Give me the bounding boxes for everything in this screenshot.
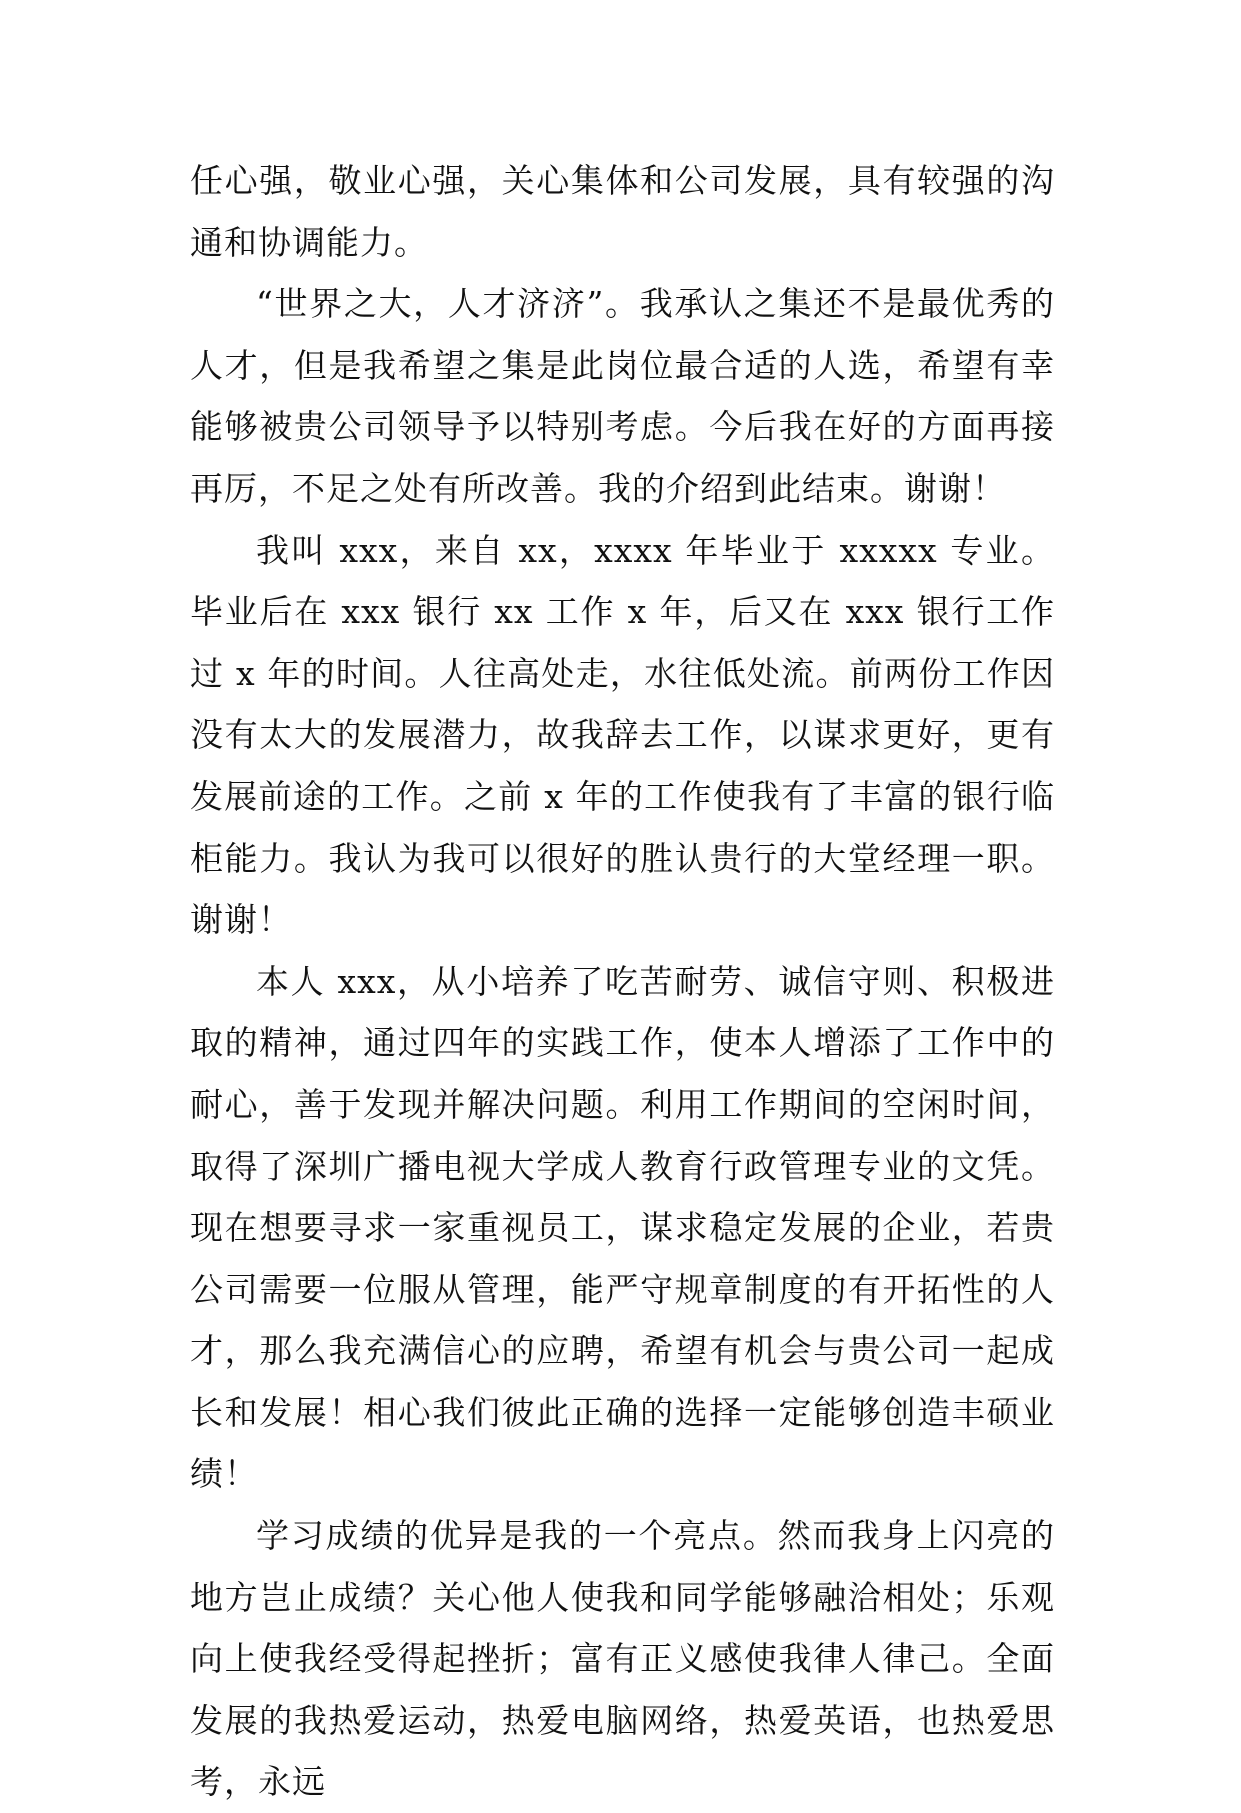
- paragraph-self-introduction: 本人 xxx，从小培养了吃苦耐劳、诚信守则、积极进取的精神，通过四年的实践工作，使本人增添了工作中的耐心，善于发现并解决问题。利用工作期间的空闲时间，取得了深圳广播电视大学成人教育行政管理专业的文凭。现在想要寻求一家重视员工，谋求稳定发展的企业，若贵公司需要一位服从管理，能严守规章制度的有开拓性的人才，那么我充满信心的应聘，希望有机会与贵公司一起成长和发展！相心我们彼此正确的选择一定能够创造丰硕业绩！: [190, 961, 1055, 1494]
- paragraph-continuation: 任心强，敬业心强，关心集体和公司发展，具有较强的沟通和协调能力。: [190, 161, 1055, 262]
- paragraph-bank-experience: 我叫 xxx，来自 xx，xxxx 年毕业于 xxxxx 专业。毕业后在 xxx 银行 xx 工作 x 年，后又在 xxx 银行工作过 x 年的时间。人往高处走，水往低处流。前两份工作因没有太大的发展潜力，故我辞去工作，以谋求更好，更有发展前途的工作。之前 x 年的工作使我有了丰富的银行临柜能力。我认为我可以很好的胜认贵行的大堂经理一职。谢谢！: [190, 530, 1055, 940]
- paragraph-academic-highlights: 学习成绩的优异是我的一个亮点。然而我身上闪亮的地方岂止成绩？关心他人使我和同学能够融洽相处；乐观向上使我经受得起挫折；富有正义感使我律人律己。全面发展的我热爱运动，热爱电脑网络，热爱英语，也热爱思考，永远: [190, 1516, 1055, 1802]
- document-body: [190, 150, 1055, 1813]
- paragraph-world-talent: “世界之大，人才济济”。我承认之集还不是最优秀的人才，但是我希望之集是此岗位最合适的人选，希望有幸能够被贵公司领导予以特别考虑。今后我在好的方面再接再厉，不足之处有所改善。我的介绍到此结束。谢谢！: [190, 284, 1055, 508]
